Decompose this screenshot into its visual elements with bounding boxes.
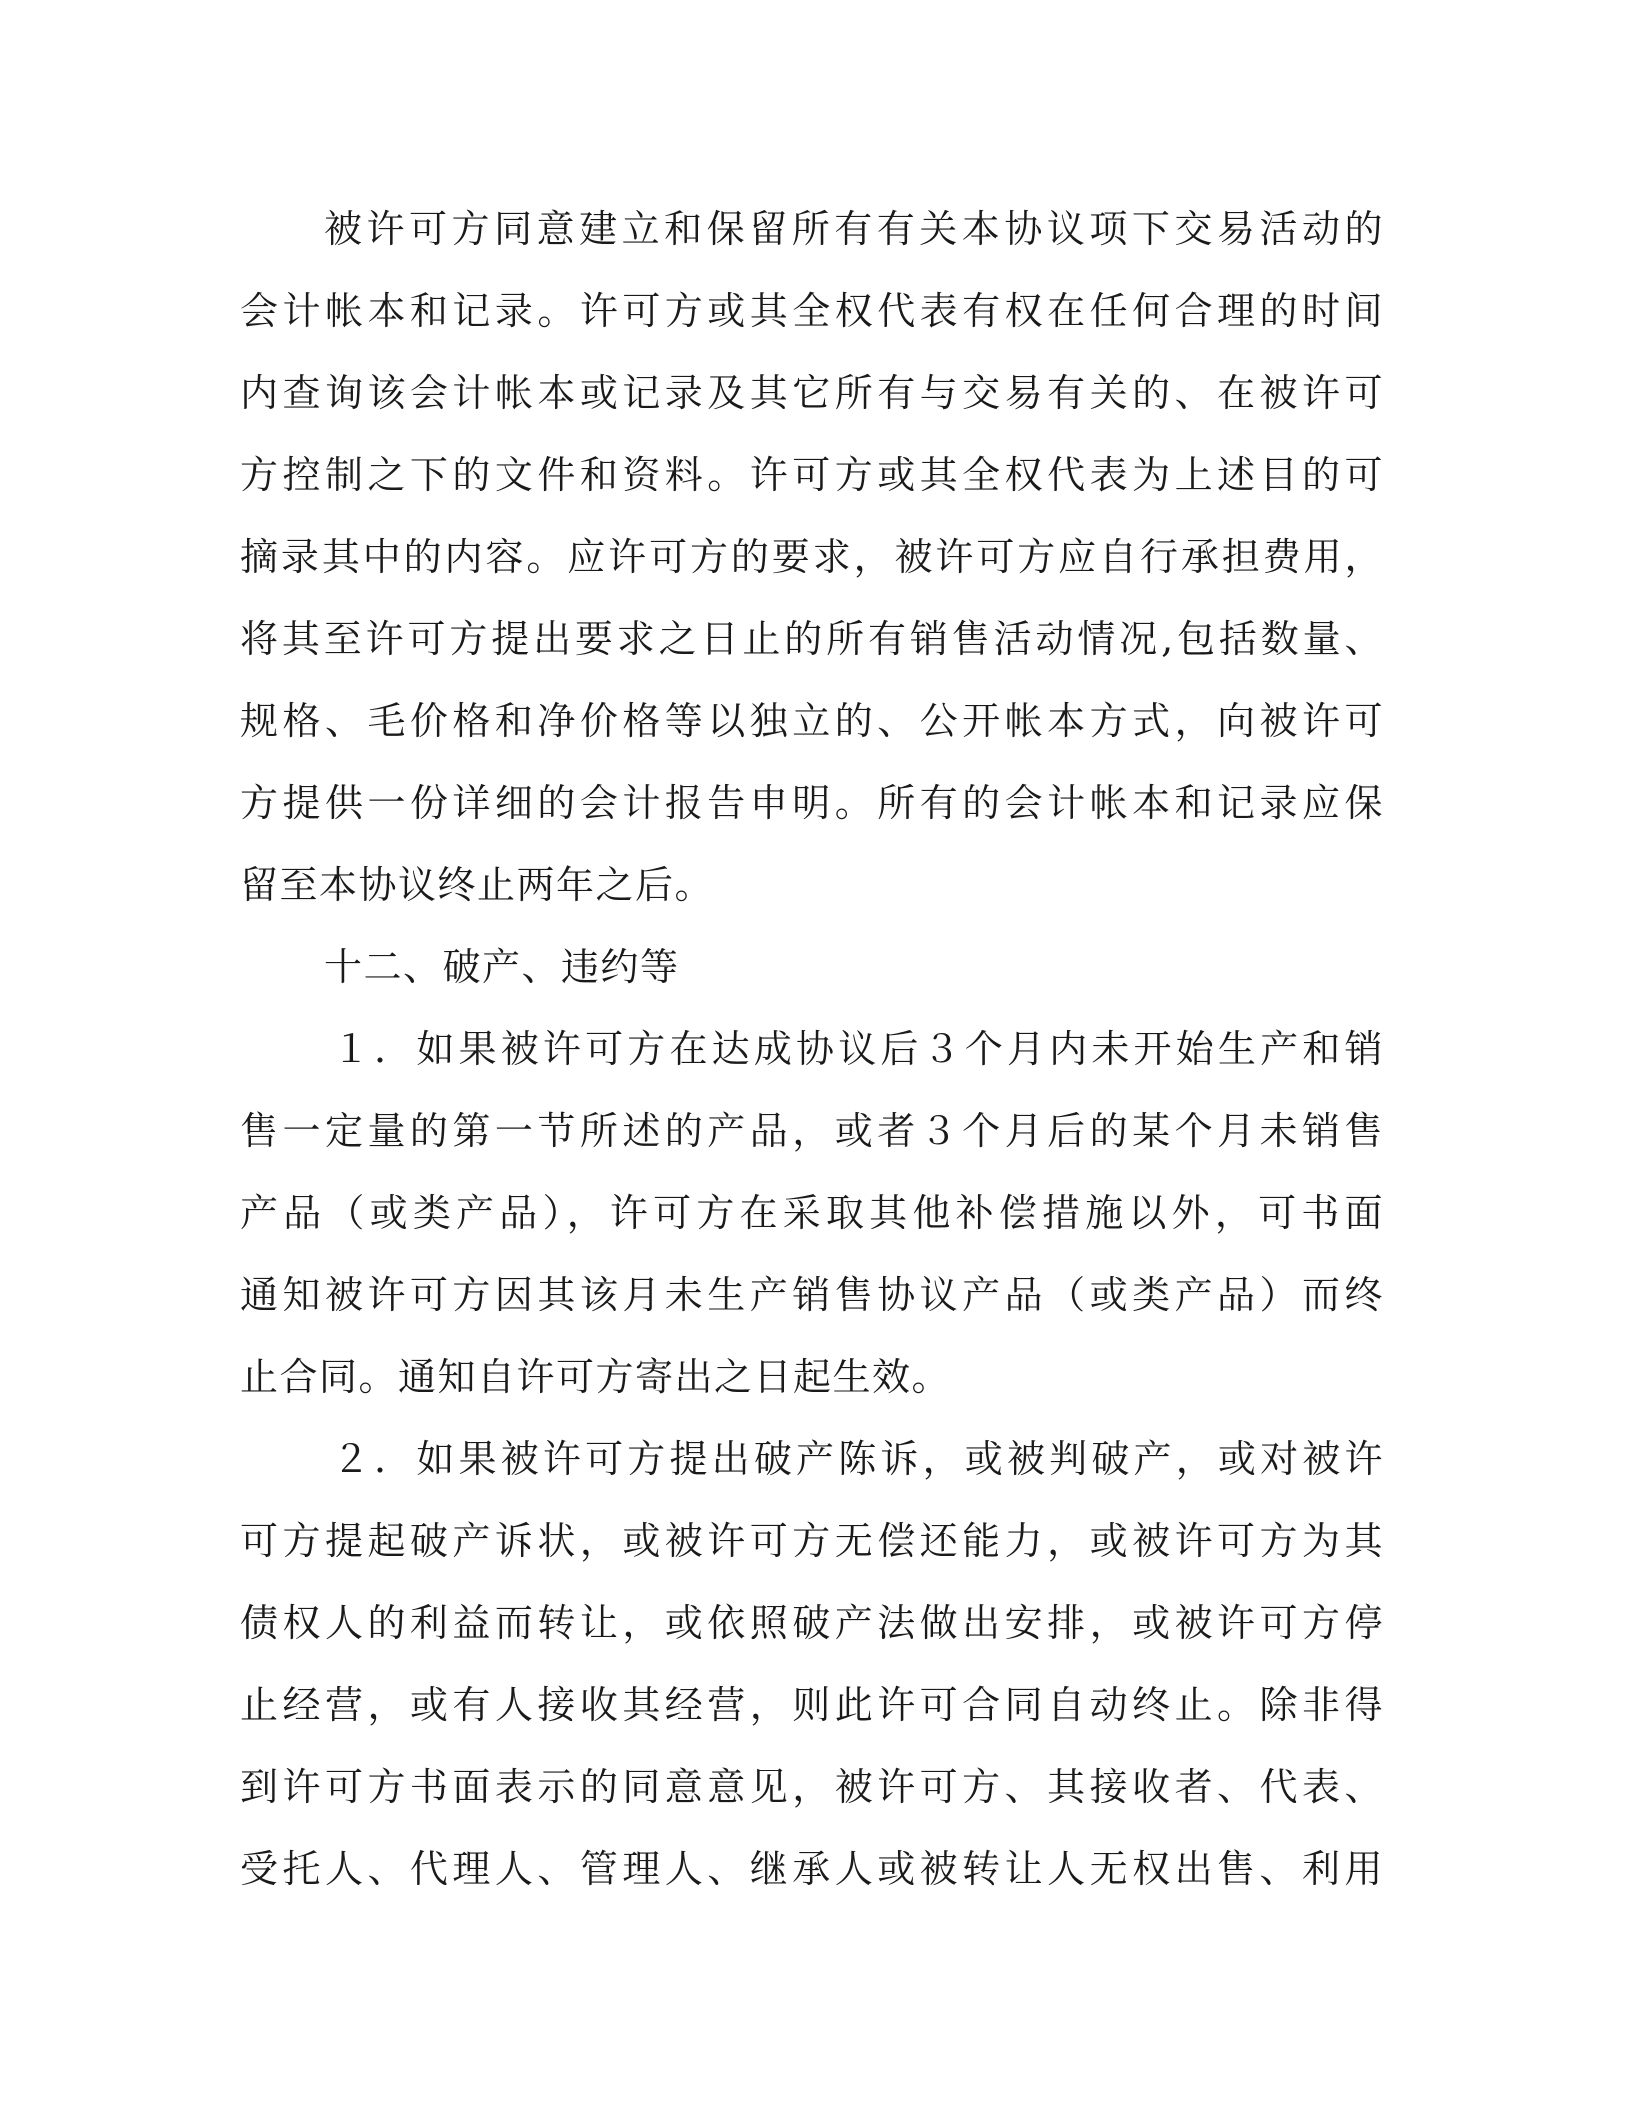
- paragraph-line: 将其至许可方提出要求之日止的所有销售活动情况,包括数量、: [240, 617, 1384, 661]
- section-heading: 十二、破产、违约等: [324, 945, 680, 989]
- clause-line: 止经营，或有人接收其经营，则此许可合同自动终止。除非得: [240, 1683, 1384, 1727]
- clause-line: 到许可方书面表示的同意意见，被许可方、其接收者、代表、: [240, 1765, 1384, 1809]
- paragraph-line: 方控制之下的文件和资料。许可方或其全权代表为上述目的可: [240, 453, 1384, 497]
- paragraph-line: 内查询该会计帐本或记录及其它所有与交易有关的、在被许可: [240, 371, 1384, 415]
- clause-line: 售一定量的第一节所述的产品，或者３个月后的某个月未销售: [240, 1109, 1384, 1153]
- paragraph-line: 留至本协议终止两年之后。: [240, 863, 715, 907]
- clause-line: 可方提起破产诉状，或被许可方无偿还能力，或被许可方为其: [240, 1519, 1384, 1563]
- paragraph-line: 规格、毛价格和净价格等以独立的、公开帐本方式，向被许可: [240, 699, 1384, 743]
- clause-line: 受托人、代理人、管理人、继承人或被转让人无权出售、利用: [240, 1847, 1384, 1891]
- clause-line: 产品（或类产品），许可方在采取其他补偿措施以外，可书面: [240, 1191, 1384, 1235]
- clause-line: 债权人的利益而转让，或依照破产法做出安排，或被许可方停: [240, 1601, 1384, 1645]
- clause-line: 通知被许可方因其该月未生产销售协议产品（或类产品）而终: [240, 1273, 1384, 1317]
- clause-line: １．如果被许可方在达成协议后３个月内未开始生产和销: [332, 1027, 1384, 1071]
- paragraph-line: 会计帐本和记录。许可方或其全权代表有权在任何合理的时间: [240, 289, 1384, 333]
- paragraph-line: 被许可方同意建立和保留所有有关本协议项下交易活动的: [324, 207, 1384, 251]
- paragraph-line: 方提供一份详细的会计报告申明。所有的会计帐本和记录应保: [240, 781, 1384, 825]
- clause-line: 止合同。通知自许可方寄出之日起生效。: [240, 1355, 952, 1399]
- paragraph-line: 摘录其中的内容。应许可方的要求，被许可方应自行承担费用，: [240, 535, 1384, 579]
- clause-line: ２．如果被许可方提出破产陈诉，或被判破产，或对被许: [332, 1437, 1384, 1481]
- document-body: [240, 188, 1384, 1910]
